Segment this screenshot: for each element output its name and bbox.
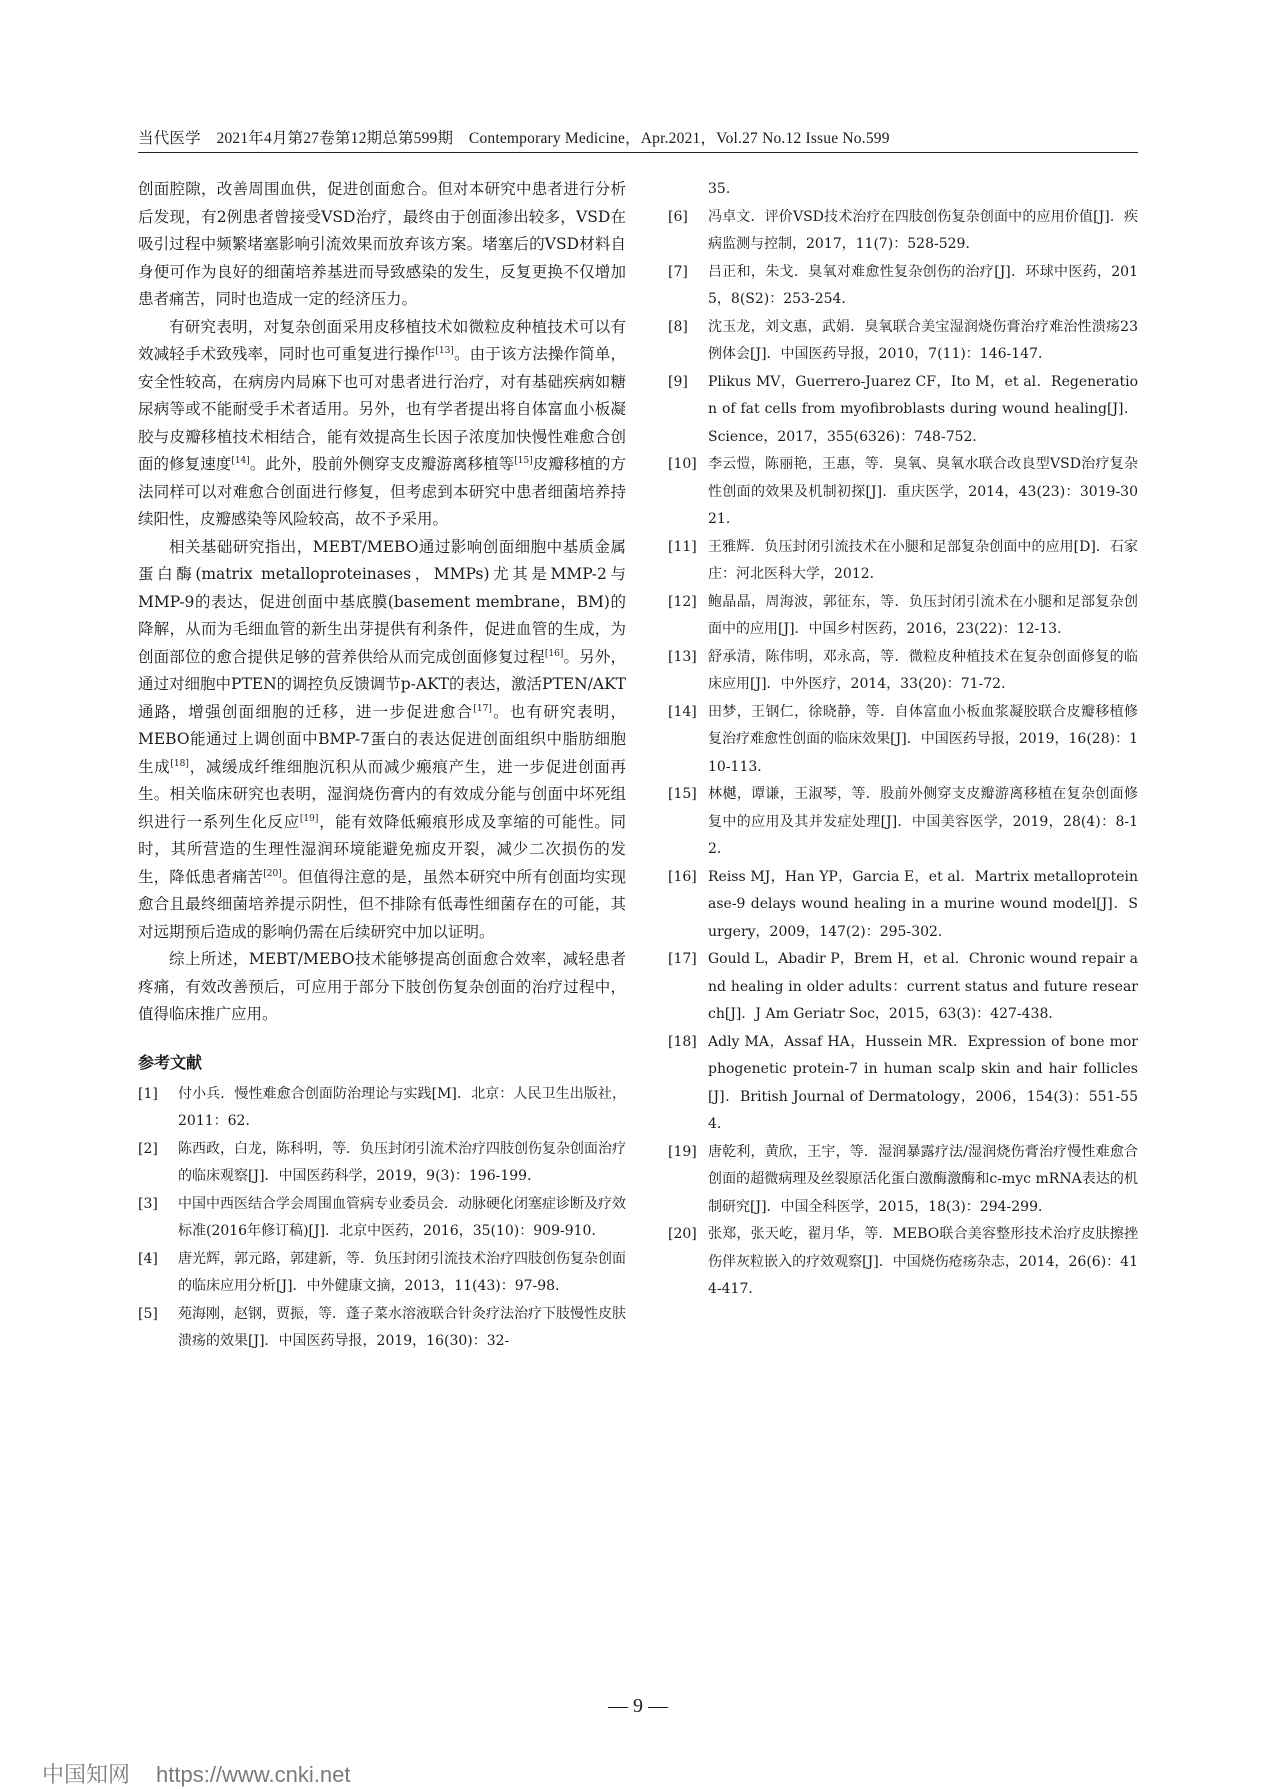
references-heading: 参考文献 (138, 1052, 203, 1072)
citation-marker[interactable]: [15] (514, 455, 533, 466)
reference-text: 唐光辉，郭元路，郭建新，等．负压封闭引流技术治疗四肢创伤复杂创面的临床应用分析[J]．中外健康文摘，2013，11(43)：97-98． (178, 1250, 626, 1294)
paragraph-text: 皮瓣移植的方法同样可以对难愈合创面进行修复，但考虑到本研究中患者细菌培养持续阳性，皮瓣感染等风险较高，故不予采用。 (138, 455, 626, 528)
cnki-watermark (42, 1758, 350, 1789)
reference-number: [15] (668, 786, 697, 802)
reference-number: [9] (668, 373, 688, 390)
reference-text: 舒承清，陈伟明，邓永高，等．微粒皮种植技术在复杂创面修复的临床应用[J]．中外医疗，2014，33(20)：71-72． (708, 648, 1138, 692)
reference-item (138, 1301, 626, 1356)
reference-text: 李云愷，陈丽艳，王惠，等．臭氧、臭氧水联合改良型VSD治疗复杂性创面的效果及机制初探[J]．重庆医学，2014，43(23)：3019-3021． (708, 456, 1138, 527)
reference-item (668, 699, 1138, 782)
reference-item (668, 864, 1138, 947)
reference-item (138, 1246, 626, 1301)
paragraph-text: 综上所述，MEBT/MEBO技术能够提高创面愈合效率，减轻患者疼痛，有效改善预后，可应用于部分下肢创伤复杂创面的治疗过程中，值得临床推广应用。 (138, 950, 626, 1023)
reference-number: [14] (668, 703, 697, 720)
body-text (138, 176, 626, 1029)
paragraph-text: 。此外，股前外侧穿支皮瓣游离移植等 (249, 455, 515, 473)
citation-marker[interactable]: [14] (231, 455, 250, 466)
reference-item (668, 1029, 1138, 1139)
reference-number: [11] (668, 538, 697, 555)
paragraph-text: 相关基础研究指出，MEBT/MEBO通过影响创面细胞中基质金属蛋白酶(matrix metalloproteinases，MMPs)尤其是MMP-2与MMP-9的表达，促进创面中基底膜(basement membrane，BM)的降解，从而为毛细血管的新生出芽提供有利条件，促进血管的生成，为创面部位的愈合提供足够的营养供给从而完成创面修复过程 (138, 537, 626, 666)
reference-number: [17] (668, 951, 697, 967)
header-rule (138, 152, 1138, 153)
reference-text: 王雅辉．负压封闭引流技术在小腿和足部复杂创面中的应用[D]．石家庄：河北医科大学，2012． (708, 538, 1138, 582)
reference-text: 陈西政，白龙，陈科明，等．负压封闭引流术治疗四肢创伤复杂创面治疗的临床观察[J]．中国医药科学，2019，9(3)：196-199． (178, 1140, 626, 1184)
reference-item (138, 1136, 626, 1191)
cnki-url[interactable]: https://www.cnki.net (156, 1762, 351, 1787)
paragraph-text: 有研究表明，对复杂创面采用皮移植技术如微粒皮种植技术可以有效减轻手术致残率，同时也可重复进行操作 (138, 317, 626, 363)
reference-item (668, 644, 1138, 699)
reference-number: [6] (668, 208, 688, 225)
body-paragraph (138, 946, 626, 1029)
reference-item (668, 1139, 1138, 1222)
reference-text: Plikus MV，Guerrero-Juarez CF，Ito M，et al．Regeneration of fat cells from myofibroblasts during wound healing[J]．Science，2017，355(6326)：748-752． (708, 373, 1138, 445)
citation-marker[interactable]: [16] (544, 648, 564, 659)
reference-text: 冯卓文．评价VSD技术治疗在四肢创伤复杂创面中的应用价值[J]．疾病监测与控制，2017，11(7)：528-529． (708, 208, 1138, 252)
page-number: — 9 — (608, 1695, 668, 1717)
reference-text: 付小兵．慢性难愈合创面防治理论与实践[M]．北京：人民卫生出版社，2011：62． (178, 1085, 626, 1129)
reference-text: Adly MA，Assaf HA，Hussein MR．Expression of bone morphogenetic protein-7 in human scalp skin and hair follicles[J]．British Journal of Dermatology，2006，154(3)：551-554． (708, 1033, 1138, 1132)
reference-number: [2] (138, 1140, 158, 1157)
reference-number: [19] (668, 1143, 697, 1160)
reference-item (138, 1081, 626, 1136)
reference-continuation (668, 176, 1138, 204)
body-paragraph (138, 176, 626, 314)
citation-marker[interactable]: [13] (435, 345, 454, 356)
reference-number: [13] (668, 648, 697, 665)
reference-number: [10] (668, 456, 697, 472)
paragraph-text: 。但值得注意的是，虽然本研究中所有创面均实现愈合且最终细菌培养提示阴性，但不排除有低毒性细菌存在的可能，其对远期预后造成的影响仍需在后续研究中加以证明。 (138, 867, 626, 941)
citation-marker[interactable]: [17] (473, 703, 492, 714)
reference-text: 苑海刚，赵钢，贾振，等．蓬子菜水溶液联合针灸疗法治疗下肢慢性皮肤溃疡的效果[J]．中国医药导报，2019，16(30)：32- (178, 1305, 626, 1349)
reference-number: [18] (668, 1033, 697, 1050)
running-header: 当代医学 2021年4月第27卷第12期总第599期 Contemporary Medicine，Apr.2021，Vol.27 No.12 Issue No.599 (138, 130, 890, 147)
reference-item (668, 451, 1138, 534)
paragraph-text: 。另外，通过对细胞中PTEN的调控负反馈调节p-AKT的表达，激活PTEN/AKT通路，增强创面细胞的迁移，进一步促进愈合 (138, 647, 626, 721)
citation-marker[interactable]: [20] (263, 868, 282, 879)
reference-number: [8] (668, 318, 688, 335)
reference-text: 吕正和，朱戈．臭氧对难愈性复杂创伤的治疗[J]．环球中医药，2015，8(S2)：253-254． (708, 263, 1138, 307)
citation-marker[interactable]: [19] (299, 813, 319, 824)
reference-item (138, 1191, 626, 1246)
reference-text: 唐乾利，黄欣，王宇，等．湿润暴露疗法/湿润烧伤膏治疗慢性难愈合创面的超微病理及丝裂原活化蛋白激酶激酶和c-myc mRNA表达的机制研究[J]．中国全科医学，2015，18(3)：294-299． (708, 1143, 1138, 1215)
reference-list-left (138, 1081, 626, 1356)
paragraph-text: ，能有效降低瘢痕形成及挛缩的可能性。同时，其所营造的生理性湿润环境能避免痂皮开裂，减少二次损伤的发生，降低患者痛苦 (138, 812, 626, 886)
paragraph-text: 。由于该方法操作简单，安全性较高，在病房内局麻下也可对患者进行治疗，对有基础疾病如糖尿病等或不能耐受手术者适用。另外，也有学者提出将自体富血小板凝胶与皮瓣移植技术相结合，能有效提高生长因子浓度加快慢性难愈合创面的修复速度 (138, 345, 626, 473)
reference-text: Gould L，Abadir P，Brem H，et al．Chronic wound repair and healing in older adults：current status and future research[J]．J Am Geriatr Soc，2015，63(3)：427-438． (708, 951, 1138, 1022)
reference-item (668, 534, 1138, 589)
reference-item (668, 204, 1138, 259)
reference-text: 鲍晶晶，周海波，郭征东，等．负压封闭引流术在小腿和足部复杂创面中的应用[J]．中国乡村医药，2016，23(22)：12-13． (708, 593, 1138, 637)
paragraph-text: 创面腔隙，改善周围血供，促进创面愈合。但对本研究中患者进行分析后发现，有2例患者曾接受VSD治疗，最终由于创面渗出较多，VSD在吸引过程中频繁堵塞影响引流效果而放弃该方案。堵塞后的VSD材料自身便可作为良好的细菌培养基进而导致感染的发生，反复更换不仅增加患者痛苦，同时也造成一定的经济压力。 (138, 180, 626, 308)
body-paragraph (138, 534, 626, 947)
reference-number: [20] (668, 1226, 697, 1242)
reference-text: Reiss MJ，Han YP，Garcia E，et al．Martrix metalloproteinase-9 delays wound healing in a murine wound model[J]．Surgery，2009，147(2)：295-302． (708, 868, 1138, 940)
reference-item (668, 1221, 1138, 1304)
reference-item (668, 781, 1138, 864)
reference-number: [12] (668, 593, 697, 610)
reference-number: [5] (138, 1305, 158, 1322)
reference-number: [7] (668, 263, 688, 280)
paragraph-text: ，减缓成纤维细胞沉积从而减少瘢痕产生，进一步促进创面再生。相关临床研究也表明，湿润烧伤膏内的有效成分能与创面中坏死组织进行一系列生化反应 (138, 757, 626, 831)
body-paragraph (138, 314, 626, 534)
reference-item (668, 314, 1138, 369)
reference-number: [3] (138, 1195, 158, 1212)
citation-marker[interactable]: [18] (170, 758, 189, 769)
reference-item (668, 369, 1138, 452)
reference-list-right (668, 204, 1138, 1304)
reference-text: 张郑，张天屹，翟月华，等．MEBO联合美容整形技术治疗皮肤擦挫伤伴灰粒嵌入的疗效观察[J]．中国烧伤疮疡杂志，2014，26(6)：414-417． (708, 1226, 1138, 1297)
reference-number: [1] (138, 1085, 158, 1102)
left-column (138, 176, 626, 1356)
reference-number: [16] (668, 868, 697, 885)
reference-text: 35． (708, 181, 740, 197)
reference-text: 林樾，谭谦，王淑琴，等．股前外侧穿支皮瓣游离移植在复杂创面修复中的应用及其并发症处理[J]．中国美容医学，2019，28(4)：8-12． (708, 786, 1138, 857)
reference-number: [4] (138, 1250, 158, 1267)
reference-text: 沈玉龙，刘文惠，武娟．臭氧联合美宝湿润烧伤膏治疗难治性溃疡23例体会[J]．中国医药导报，2010，7(11)：146-147． (708, 318, 1138, 362)
reference-item (668, 259, 1138, 314)
reference-item (668, 946, 1138, 1029)
reference-text: 中国中西医结合学会周围血管病专业委员会．动脉硬化闭塞症诊断及疗效标准(2016年修订稿)[J]．北京中医药，2016，35(10)：909-910． (178, 1195, 626, 1239)
reference-item (668, 589, 1138, 644)
reference-text: 田梦，王钢仁，徐晓静，等．自体富血小板血浆凝胶联合皮瓣移植修复治疗难愈性创面的临床效果[J]．中国医药导报，2019，16(28)：110-113． (708, 703, 1138, 775)
right-column (668, 176, 1138, 1304)
paragraph-text: 。也有研究表明，MEBO能通过上调创面中BMP-7蛋白的表达促进创面组织中脂肪细胞生成 (138, 702, 626, 776)
cnki-logo-text: 中国知网 (42, 1763, 131, 1788)
